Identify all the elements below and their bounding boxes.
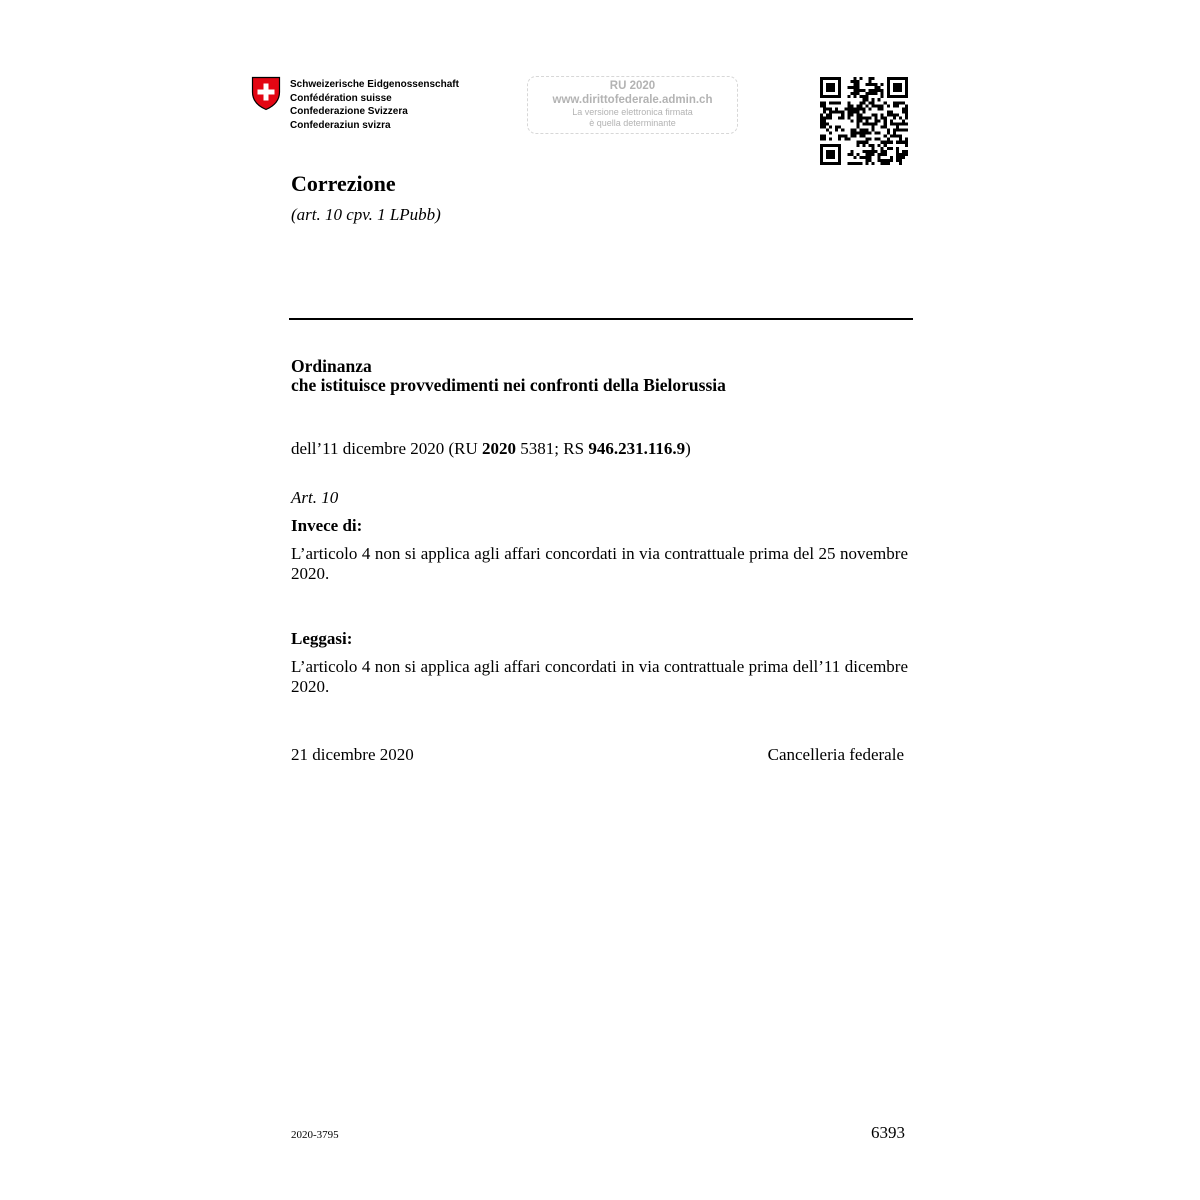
qr-code-icon [820,77,908,165]
instead-of-text: L’articolo 4 non si applica agli affari concordati in via contrattuale prima del 25 novembre 2020. [291,544,908,583]
act-title-line2: che istituisce provvedimenti nei confronti della Bielorussia [291,375,726,395]
stamp-collection: RU 2020 [609,80,656,92]
read-as-text: L’articolo 4 non si applica agli affari concordati in via contrattuale prima dell’11 dicembre 2020. [291,657,908,696]
electronic-version-stamp [527,76,738,134]
stamp-note-line2: è quella determinante [589,118,676,128]
title-divider [289,318,913,320]
reference-suffix: ) [685,439,691,458]
signatory: Cancelleria federale [767,745,904,764]
stamp-website: www.dirittofederale.admin.ch [552,94,713,106]
instead-of-heading: Invece di: [291,516,363,535]
stamp-note-line1: La versione elettronica firmata [572,107,693,117]
authority-name-it: Confederazione Svizzera [290,106,408,117]
authority-name-fr: Confédération suisse [290,92,392,104]
page-title: Correzione [291,171,396,196]
authority-name-de: Schweizerische Eidgenossenschaft [290,79,459,90]
ru-year: 2020 [482,439,517,458]
reference-middle: 5381; RS [516,439,589,458]
federal-authority-names [290,78,459,132]
qr-modules [820,77,908,165]
rs-number: 946.231.116.9 [588,439,686,458]
read-as-heading: Leggasi: [291,629,353,648]
document-number: 2020-3795 [291,1129,339,1141]
legal-basis-subtitle: (art. 10 cpv. 1 LPubb) [291,205,441,224]
swiss-coat-of-arms-icon [251,76,281,111]
article-label: Art. 10 [291,488,339,507]
act-title-line1: Ordinanza [291,356,372,376]
reference-prefix: dell’11 dicembre 2020 (RU [291,439,483,458]
document-date: 21 dicembre 2020 [291,745,414,764]
act-reference [291,439,691,459]
authority-name-rm: Confederaziun svizra [290,119,391,131]
page-number: 6393 [871,1123,905,1142]
